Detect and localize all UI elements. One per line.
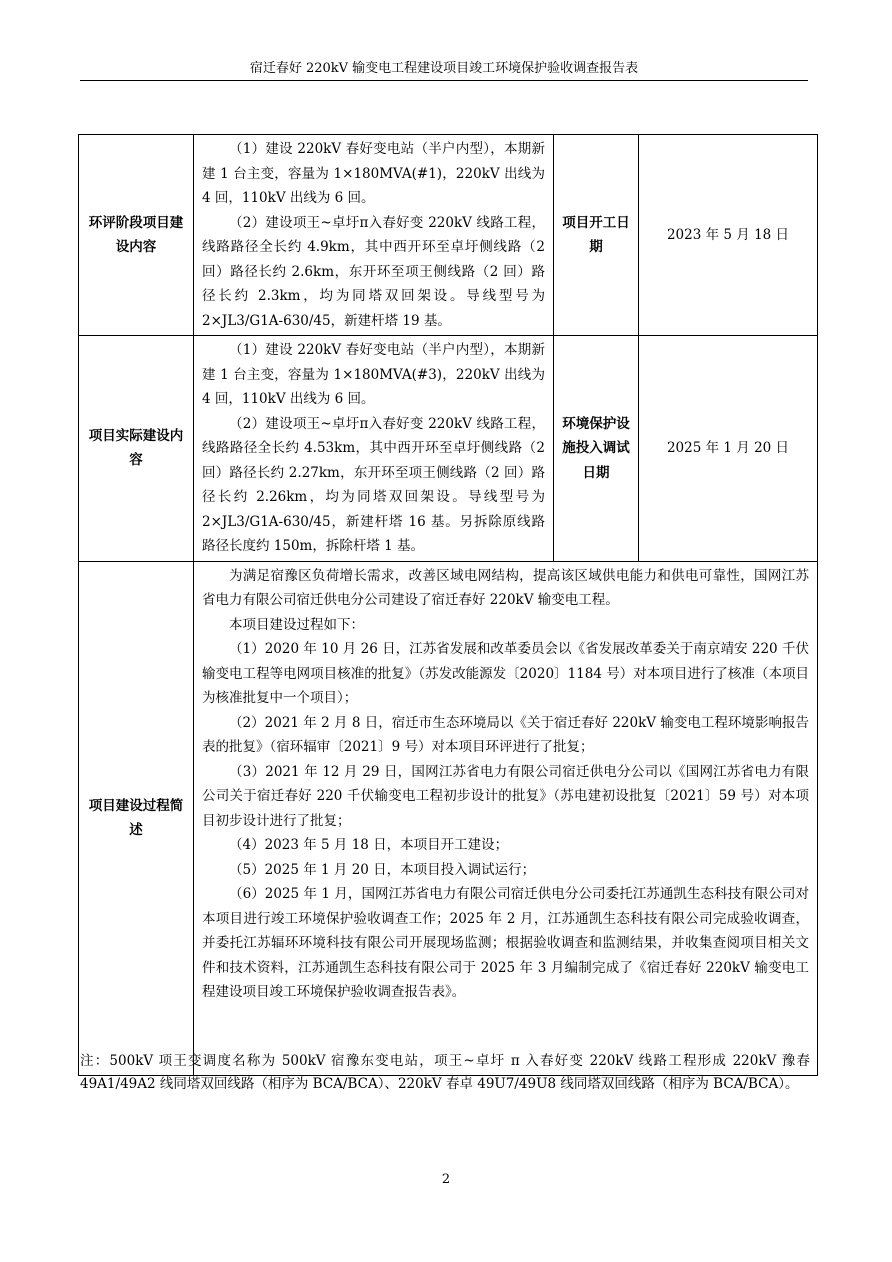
process-paragraph: （6）2025 年 1 月，国网江苏省电力有限公司宿迁供电分公司委托江苏通凯生态科技有限公司对本项目进行竣工环境保护验收调查工作；2025 年 2 月，江苏通凯生态科技有限公司完成验收调查，并委托江苏辐环环境科技有限公司开展现场监测；根据验收调查和监测结果，并收集查阅项目相关文件和技术资料，江苏通凯生态科技有限公司于 2025 年 3 月编制完成了《宿迁春好 220kV 输变电工程建设项目竣工环境保护验收调查报告表》。 xyxy=(202,886,809,1000)
table-row xyxy=(79,336,818,562)
row-label-start-date: 项目开工日期 xyxy=(554,135,639,336)
process-paragraph: （2）2021 年 2 月 8 日，宿迁市生态环境局以《关于宿迁春好 220kV 输变电工程环境影响报告表的批复》（宿环辐审〔2021〕9 号）对本项目环评进行了批复； xyxy=(202,714,809,755)
process-paragraph: （5）2025 年 1 月 20 日，本项目投入调试运行； xyxy=(229,861,536,878)
row-label-eia-content: 环评阶段项目建设内容 xyxy=(79,135,194,336)
eia-content-cell xyxy=(194,135,554,336)
process-paragraph: （1）2020 年 10 月 26 日，江苏省发展和改革委员会以《省发展改革委关于南京靖安 220 千伏输变电工程等电网项目核准的批复》（苏发改能源发〔2020〕1184 号）对本项目进行了核准（本项目为核准批复中一个项目）； xyxy=(202,641,809,706)
content-paragraph: （1）建设 220kV 春好变电站（半户内型），本期新建 1 台主变，容量为 1×180MVA(#1)，220kV 出线为 4 回，110kV 出线为 6 回。 xyxy=(202,141,545,206)
project-info-table xyxy=(78,134,818,1076)
actual-content-cell xyxy=(194,336,554,562)
content-paragraph: （2）建设项王~卓圩π入春好变 220kV 线路工程，线路路径全长约 4.53km，其中西开环至卓圩侧线路（2 回）路径长约 2.27km，东开环至项王侧线路（2 回）路径长约 2.26km，均为同塔双回架设。导线型号为 2×JL3/G1A-630/45，新建杆塔 16 基。另拆除原线路路径长度约 150m，拆除杆塔 1 基。 xyxy=(202,415,545,554)
process-content-cell xyxy=(194,561,818,1075)
row-label-commissioning-date: 环境保护设施投入调试日期 xyxy=(554,336,639,562)
process-paragraph: （3）2021 年 12 月 29 日，国网江苏省电力有限公司宿迁供电分公司以《国网江苏省电力有限公司关于宿迁春好 220 千伏输变电工程初步设计的批复》（苏电建初设批复〔2021〕59 号）对本项目初步设计进行了批复； xyxy=(202,763,809,829)
process-paragraph: 为满足宿豫区负荷增长需求，改善区域电网结构，提高该区域供电能力和供电可靠性，国网江苏省电力有限公司宿迁供电分公司建设了宿迁春好 220kV 输变电工程。 xyxy=(202,567,809,608)
header-divider xyxy=(80,80,808,81)
content-paragraph: （1）建设 220kV 春好变电站（半户内型），本期新建 1 台主变，容量为 1×180MVA(#3)，220kV 出线为 4 回，110kV 出线为 6 回。 xyxy=(202,342,545,407)
process-paragraph: （4）2023 年 5 月 18 日，本项目开工建设； xyxy=(229,837,509,853)
row-label-actual-content: 项目实际建设内容 xyxy=(79,336,194,562)
table-row xyxy=(79,135,818,336)
page-number: 2 xyxy=(441,1172,451,1187)
commissioning-date-value: 2025 年 1 月 20 日 xyxy=(639,336,818,562)
content-paragraph: （2）建设项王~卓圩π入春好变 220kV 线路工程，线路路径全长约 4.9km，其中西开环至卓圩侧线路（2 回）路径长约 2.6km，东开环至项王侧线路（2 回）路径长约 2.3km，均为同塔双回架设。导线型号为 2×JL3/G1A-630/45，新建杆塔 19 基。 xyxy=(202,214,545,329)
table-row xyxy=(79,561,818,1075)
start-date-value: 2023 年 5 月 18 日 xyxy=(639,135,818,336)
page-header-title: 宿迁春好 220kV 输变电工程建设项目竣工环境保护验收调查报告表 xyxy=(249,61,639,76)
process-paragraph: 本项目建设过程如下： xyxy=(229,616,364,633)
footnote: 注：500kV 项王变调度名称为 500kV 宿豫东变电站，项王~卓圩 π 入春好变 220kV 线路工程形成 220kV 豫春 49A1/49A2 线同塔双回线路（相序为 BCA/BCA）、220kV 春卓 49U7/49U8 线同塔双回线路（相序为 BCA/BCA）。 xyxy=(80,1053,810,1092)
row-label-process: 项目建设过程简述 xyxy=(79,561,194,1075)
